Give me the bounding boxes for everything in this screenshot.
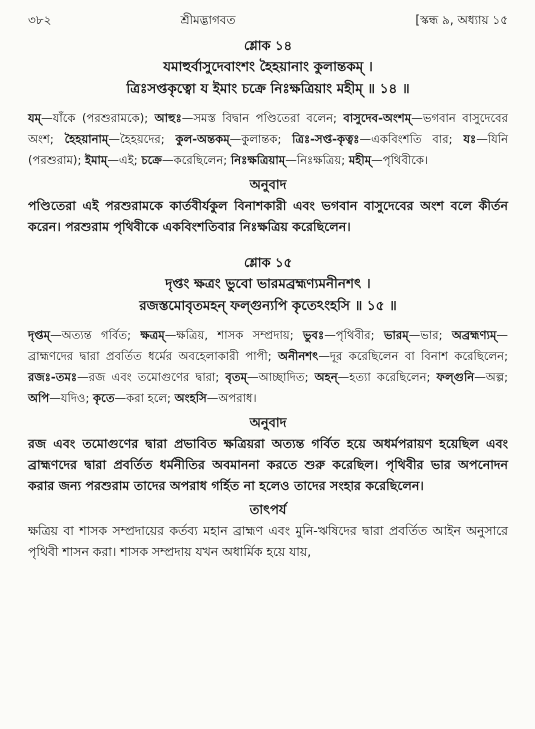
synonym-term: ফল্গুনি — [436, 370, 475, 384]
synonym-pair: ফল্গুনি—অল্প; — [436, 370, 509, 384]
verse-14-synonyms — [28, 108, 508, 171]
synonym-meaning: একবিংশতি বার; — [371, 132, 464, 146]
synonym-meaning: পৃথিবীর; — [335, 328, 384, 342]
purport-heading: তাৎপর্য — [249, 503, 287, 518]
synonym-term: দৃপ্তম্ — [28, 328, 51, 342]
page-number: ৩৮২ — [28, 13, 52, 27]
synonym-term: নিঃক্ষত্রিয়াম্ — [230, 153, 286, 167]
verse-15-line-1: দৃপ্তং ক্ষত্রং ভুবো ভারমব্রহ্মণ্যমনীনশৎ । — [165, 276, 371, 292]
synonym-pair: ক্ষত্রম্—ক্ষত্রিয়, শাসক সম্প্রদায়; — [140, 328, 303, 342]
synonym-term: মহীম্ — [348, 153, 372, 167]
verse-14-line-1: যমাহুর্বাসুদেবাংশং হৈহয়ানাং কুলান্তকম্ । — [163, 59, 373, 75]
synonym-pair: যঃ—যিনি (পরশুরাম); — [28, 132, 509, 167]
synonym-meaning: যাঁকে (পরশুরামকে); — [52, 111, 155, 125]
synonym-pair: অহন্—হত্যা করেছিলেন; — [314, 370, 437, 384]
synonym-meaning: অপরাধ। — [218, 391, 257, 405]
synonym-term: রজঃ-তমঃ — [28, 370, 78, 384]
synonym-term: আহুঃ — [154, 111, 182, 125]
synonym-meaning: হৈহয়দের; — [119, 132, 176, 146]
synonym-pair: মহীম্—পৃথিবীকে। — [348, 153, 429, 167]
synonym-term: কৃতে — [93, 391, 115, 405]
synonym-term: বাসুদেব-অংশম্ — [343, 111, 412, 125]
synonym-meaning: অত্যন্ত গর্বিত; — [61, 328, 141, 342]
synonym-meaning: দূর করেছিলেন বা বিনাশ করেছিলেন; — [329, 349, 508, 363]
synonym-meaning: অল্প; — [485, 370, 509, 384]
synonym-pair: অব্রহ্মণ্যম্—ব্রাহ্মণদের দ্বারা প্রবর্তিত ধর্মের অবহেলাকারী পাপী; — [28, 328, 508, 363]
synonym-term: অপি — [28, 391, 50, 405]
verse-14-translation: পণ্ডিতেরা এই পরশুরামকে কার্তবীর্যকুল বিনাশকারী এবং ভগবান বাসুদেবের অংশ বলে কীর্তন করেন। পরশুরাম পৃথিবীকে একবিংশতিবার নিঃক্ষত্রিয় করেছিলেন। — [28, 198, 508, 234]
synonym-meaning: যদিও; — [60, 391, 94, 405]
verse-15-synonyms — [28, 325, 508, 409]
synonym-meaning: কুলান্তক; — [241, 132, 293, 146]
synonym-pair: অনীনশৎ—দূর করেছিলেন বা বিনাশ করেছিলেন; — [278, 349, 508, 363]
synonym-term: বৃতম্ — [225, 370, 248, 384]
book-title: শ্রীমদ্ভাগবত — [180, 13, 236, 27]
synonym-pair: অপি—যদিও; — [28, 391, 94, 405]
verse-14-translation-heading: অনুবাদ — [249, 178, 287, 193]
synonym-term: চক্রে — [141, 153, 162, 167]
synonym-pair: অংহসি—অপরাধ। — [174, 391, 257, 405]
canto-chapter: [স্কন্ধ ৯, অধ্যায় ১৫ — [415, 13, 508, 27]
verse-14-heading: শ্লোক ১৪ — [243, 39, 293, 54]
synonym-pair: ভুবঃ—পৃথিবীর; — [302, 328, 384, 342]
synonym-meaning: এই; — [118, 153, 142, 167]
synonym-meaning: নিঃক্ষত্রিয়; — [296, 153, 349, 167]
synonym-term: ভুবঃ — [302, 328, 325, 342]
synonym-meaning: পৃথিবীকে। — [382, 153, 429, 167]
synonym-term: ত্রিঃ-সপ্ত-কৃত্বঃ — [292, 132, 360, 146]
synonym-meaning: হত্যা করেছিলেন; — [349, 370, 437, 384]
synonym-pair: ইমাম্—এই; — [85, 153, 142, 167]
synonym-pair: বাসুদেব-অংশম্—ভগবান বাসুদেবের অংশ; — [28, 111, 509, 146]
synonym-meaning: সমস্ত বিদ্বান পণ্ডিতেরা বলেন; — [193, 111, 344, 125]
synonym-pair: আহুঃ—সমস্ত বিদ্বান পণ্ডিতেরা বলেন; — [154, 111, 344, 125]
verse-14-line-2: ত্রিঃসপ্তকৃত্বো য ইমাং চক্রে নিঃক্ষত্রিয়াং মহীম্ ॥ ১৪ ॥ — [126, 81, 410, 97]
synonym-term: ভারম্ — [383, 328, 409, 342]
synonym-pair: ভারম্—ভার; — [383, 328, 452, 342]
book-page — [28, 12, 508, 562]
purport-text: ক্ষত্রিয় বা শাসক সম্প্রদায়ের কর্তব্য মহান ব্রাহ্মণ এবং মুনি-ঋষিদের দ্বারা প্রবর্তিত আইন অনুসারে পৃথিবী শাসন করা। শাসক সম্প্রদায় যখন অধার্মিক হয়ে যায়, — [28, 523, 508, 559]
synonym-pair: কৃতে—করা হলে; — [93, 391, 175, 405]
synonym-meaning: ব্রাহ্মণদের দ্বারা প্রবর্তিত ধর্মের অবহেলাকারী পাপী; — [28, 349, 279, 363]
synonym-term: হৈহয়ানাম্ — [64, 132, 109, 146]
synonym-pair: যম্—যাঁকে (পরশুরামকে); — [28, 111, 155, 125]
synonym-term: কুল-অন্তকম্ — [175, 132, 230, 146]
running-header — [28, 12, 508, 32]
synonym-term: যম্ — [28, 111, 42, 125]
synonym-meaning: রজ এবং তমোগুণের দ্বারা; — [88, 370, 226, 384]
synonym-meaning: করা হলে; — [126, 391, 175, 405]
verse-15-translation: রজ এবং তমোগুণের দ্বারা প্রভাবিত ক্ষত্রিয়রা অত্যন্ত গর্বিত হয়ে অধর্মপরায়ণ হয়েছিল এবং ব্রাহ্মণদের দ্বারা প্রবর্তিত ধর্মনীতির অবমাননা করতে শুরু করেছিল। পৃথিবীর ভার অপনোদন করার জন্য পরশুরাম তাদের অপরাধ গর্হিত না হলেও তাদের সংহার করেছিলেন। — [28, 436, 508, 493]
synonym-term: ক্ষত্রম্ — [140, 328, 165, 342]
synonym-pair: নিঃক্ষত্রিয়াম্—নিঃক্ষত্রিয়; — [230, 153, 349, 167]
synonym-term: অব্রহ্মণ্যম্ — [451, 328, 497, 342]
synonym-term: ইমাম্ — [85, 153, 108, 167]
synonym-pair: রজঃ-তমঃ—রজ এবং তমোগুণের দ্বারা; — [28, 370, 226, 384]
synonym-meaning: আচ্ছাদিত; — [258, 370, 315, 384]
synonym-meaning: যিনি (পরশুরাম); — [28, 132, 509, 167]
synonym-pair: ত্রিঃ-সপ্ত-কৃত্বঃ—একবিংশতি বার; — [292, 132, 464, 146]
synonym-term: অংহসি — [174, 391, 207, 405]
synonym-term: অহন্ — [314, 370, 338, 384]
synonym-pair: দৃপ্তম্—অত্যন্ত গর্বিত; — [28, 328, 141, 342]
synonym-meaning: করেছিলেন; — [173, 153, 231, 167]
verse-15-heading: শ্লোক ১৫ — [243, 256, 293, 271]
synonym-pair: বৃতম্—আচ্ছাদিত; — [225, 370, 315, 384]
synonym-pair: চক্রে—করেছিলেন; — [141, 153, 231, 167]
synonym-pair: কুল-অন্তকম্—কুলান্তক; — [175, 132, 293, 146]
synonym-meaning: ক্ষত্রিয়, শাসক সম্প্রদায়; — [176, 328, 303, 342]
synonym-pair: হৈহয়ানাম্—হৈহয়দের; — [64, 132, 176, 146]
synonym-meaning: ভগবান বাসুদেবের অংশ; — [28, 111, 509, 146]
synonym-meaning: ভার; — [420, 328, 452, 342]
verse-15-translation-heading: অনুবাদ — [249, 416, 287, 431]
verse-15-line-2: রজস্তমোবৃতমহন্ ফল্গুন্যপি কৃতেঽংহসি ॥ ১৫ ॥ — [139, 298, 397, 314]
synonym-term: যঃ — [463, 132, 477, 146]
synonym-term: অনীনশৎ — [278, 349, 319, 363]
